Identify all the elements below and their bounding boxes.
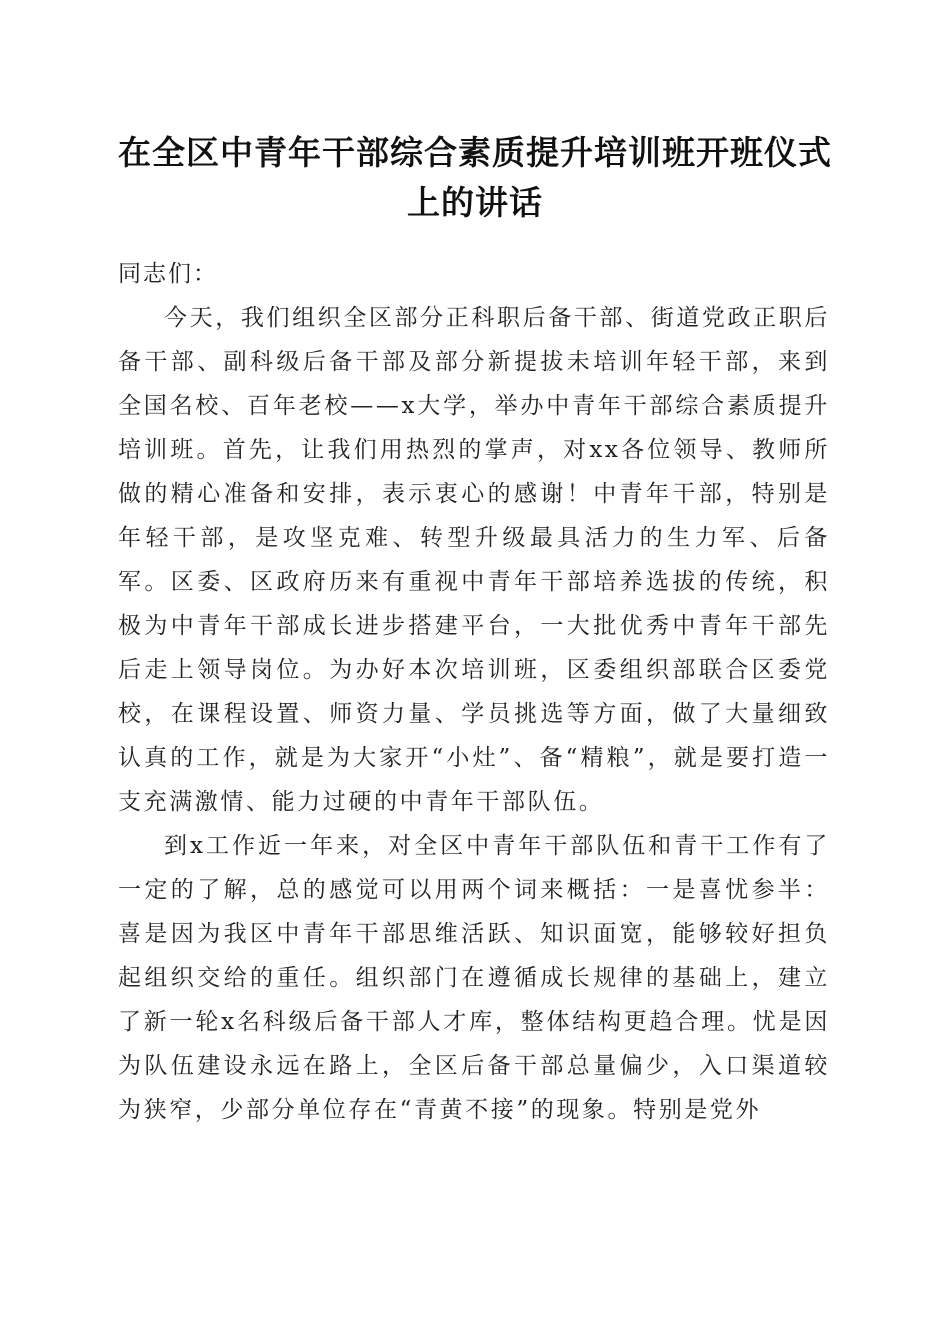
document-title: 在全区中青年干部综合素质提升培训班开班仪式上的讲话 — [118, 133, 832, 222]
paragraph-1: 今天，我们组织全区部分正科职后备干部、街道党政正职后备干部、副科级后备干部及部分新提拔未培训年轻干部，来到全国名校、百年老校——x大学，举办中青年干部综合素质提升培训班。首先，让我们用热烈的掌声，对xx各位领导、教师所做的精心准备和安排，表示衷心的感谢！中青年干部，特别是年轻干部，是攻坚克难、转型升级最具活力的生力军、后备军。区委、区政府历来有重视中青年干部培养选拔的传统，积极为中青年干部成长进步搭建平台，一大批优秀中青年干部先后走上领导岗位。为办好本次培训班，区委组织部联合区委党校，在课程设置、师资力量、学员挑选等方面，做了大量细致认真的工作，就是为大家开“小灶”、备“精粮”，就是要打造一支充满激情、能力过硬的中青年干部队伍。 — [118, 305, 830, 815]
salutation: 同志们： — [118, 261, 218, 287]
document-body — [118, 252, 830, 1132]
paragraph-2: 到x工作近一年来，对全区中青年干部队伍和青干工作有了一定的了解，总的感觉可以用两个词来概括：一是喜忧参半：喜是因为我区中青年干部思维活跃、知识面宽，能够较好担负起组织交给的重任。组织部门在遵循成长规律的基础上，建立了新一轮x名科级后备干部人才库，整体结构更趋合理。忧是因为队伍建设永远在路上，全区后备干部总量偏少，入口渠道较为狭窄，少部分单位存在“青黄不接”的现象。特别是党外 — [118, 833, 830, 1123]
